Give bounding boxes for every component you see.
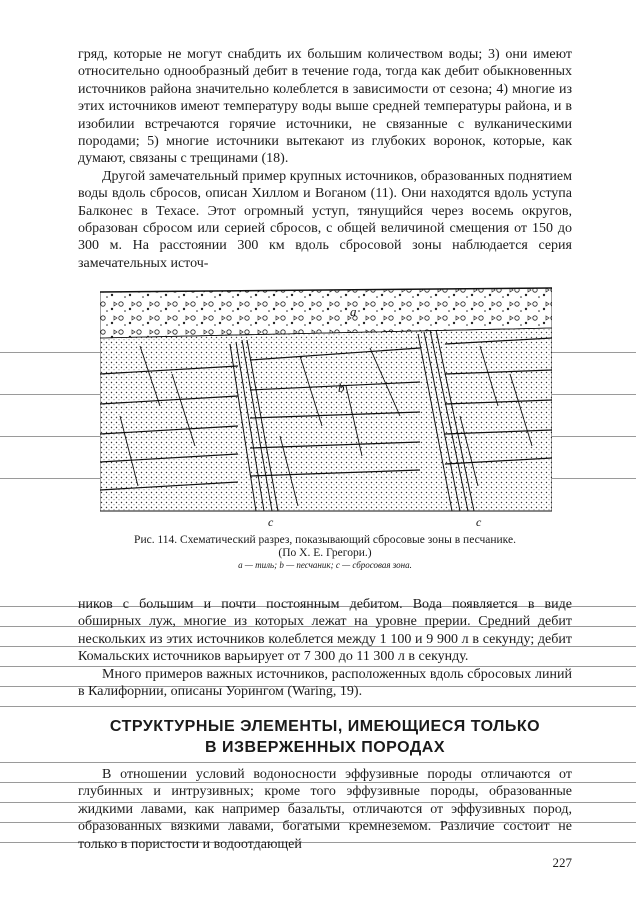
page-number: 227 [552,855,572,870]
figure-caption [78,534,572,571]
paragraph: ников с большим и почти постоянным дебитом. Вода появляется в виде обширных луж, многие из которых лежат на уровне прерии. Средний дебит нескольких из этих источников колеблется между 1 100 и 9 900 л в секунду; дебит Комальских источников варьирует от 7 300 до 11 300 л в секунду. [78,597,572,665]
paragraph: Много примеров важных источников, расположенных вдоль сбросовых линий в Калифорнии, описаны Уорингом (Waring, 19). [78,666,572,700]
heading-line: СТРУКТУРНЫЕ ЭЛЕМЕНТЫ, ИМЕЮЩИЕСЯ ТОЛЬКО [109,718,541,735]
ruled-line [0,762,636,763]
top-text [78,46,572,272]
middle-text [78,596,572,700]
paragraph: В отношении условий водоносности эффузивные породы отличаются от глубинных и интрузивных; кроме того эффузивные породы, образованные жидкими лавами, как например базальты, отличаются от эффузивных пород, образованных вязкими лавами, богатыми кремнеземом. Различие состоит не только в пористости и водоотдающей [78,767,572,852]
label-a: a [350,304,357,319]
paragraph: Другой замечательный пример крупных источников, образованных поднятием воды вдоль сбросов, описан Хиллом и Воганом (11). Они находятся вдоль уступа Балконес в Техасе. Этот огромный уступ, тянущийся через восемь округов, образован сбросом или серией сбросов, с общей величиной смещения от 150 до 300 м. На расстоянии 300 км вдоль сбросовой зоны наблюдается серия замечательных источ- [78,168,572,271]
figure-fault-section [100,286,552,531]
label-c-right: c [476,515,482,529]
heading-line: В ИЗВЕРЖЕННЫХ ПОРОДАХ [205,739,445,756]
paragraph: гряд, которые не могут снабдить их большим количеством воды; 3) они имеют относительно однообразный дебит в течение года, тогда как дебит обыкновенных источников района значительно колеблется в зависимости от сезона; 4) многие из этих источников имеют температуру воды выше средней температуры района, и в изобилии встречаются горячие источники, не связанные с вулканическими породами; 5) многие источники вытекают из глубоких воронок, которые, как думают, связаны с трещинами (18). [78,47,572,167]
section-heading [78,716,572,758]
caption-source: (По Х. Е. Грегори.) [278,547,372,559]
caption-legend: a — тиль; b — песчаник; c — сбросовая зона. [238,560,412,570]
bottom-text [78,766,572,853]
label-c-left: c [268,515,274,529]
label-b: b [338,380,345,395]
fault-section-drawing [100,286,552,531]
ruled-line [0,706,636,707]
caption-main: Рис. 114. Схематический разрез, показывающий сбросовые зоны в песчанике. [134,534,516,546]
